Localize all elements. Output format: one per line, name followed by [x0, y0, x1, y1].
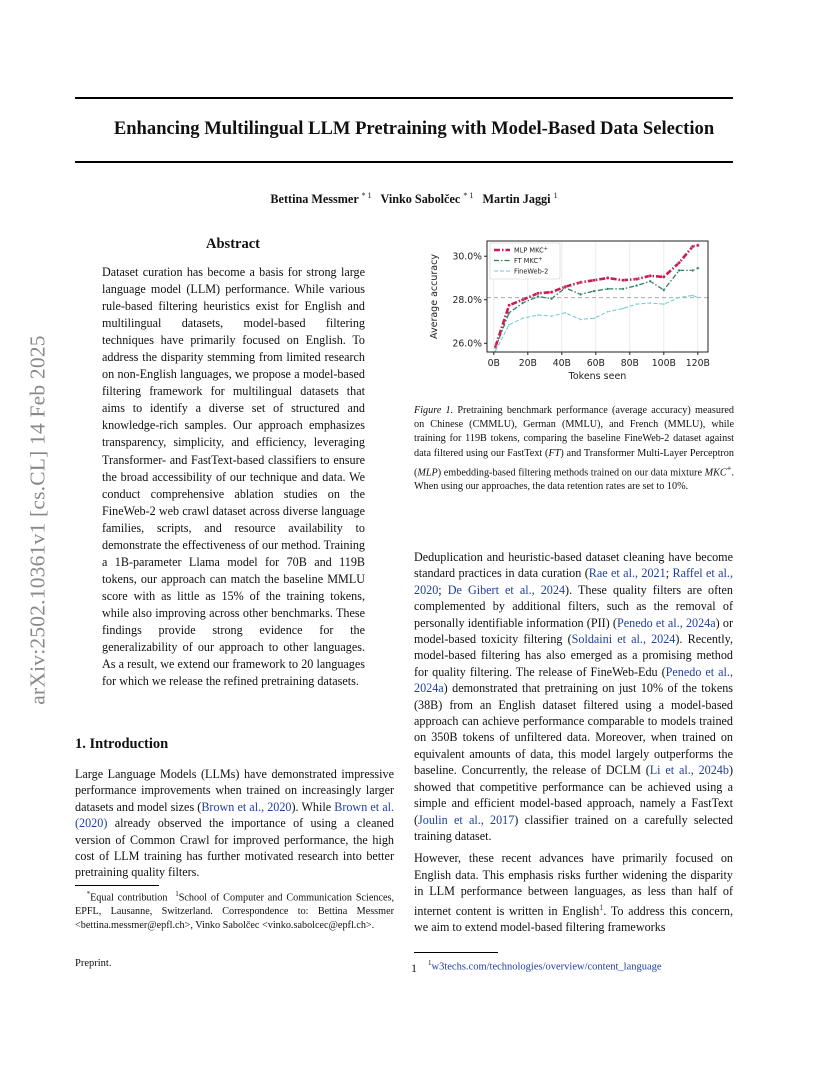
text-run: ) and Transformer Multi-Layer Perceptron ( — [414, 447, 734, 479]
y-axis-label: Average accuracy — [429, 254, 440, 339]
footnote-rule — [414, 952, 498, 953]
footnote-affiliations — [75, 888, 394, 932]
data-point — [607, 311, 609, 313]
text-run: . When using our approaches, the data retention rates are set to 10%. — [414, 467, 734, 493]
data-point — [593, 279, 596, 282]
data-point — [606, 288, 609, 291]
text-run: ; — [665, 566, 673, 581]
paper-title: Enhancing Multilingual LLM Pretraining with Model-Based Data Selection — [113, 118, 715, 139]
data-point — [691, 245, 694, 248]
data-point — [550, 297, 553, 300]
data-point — [508, 324, 510, 326]
data-point — [593, 317, 595, 319]
footnote-affiliation-text: School of Computer and Communication Sciences, EPFL, Lausanne, Switzerland. Correspondence to: Bettina Messmer <bettina.messmer@epfl.ch>, Vinko Sabolčec <vinko.sabolcec@epfl.ch>. — [75, 892, 395, 931]
data-point — [635, 277, 638, 280]
y-axis — [452, 252, 487, 350]
data-point — [551, 315, 553, 317]
legend-label: FT MKC+ — [514, 256, 543, 266]
title-rule-bottom — [75, 161, 733, 163]
citation-link[interactable]: Raffel et al., 2020 — [414, 566, 733, 597]
y-tick-label: 28.0% — [452, 295, 482, 307]
x-axis — [488, 352, 710, 369]
data-point — [663, 303, 665, 305]
text-run: FT — [548, 447, 561, 459]
x-tick-label: 120B — [685, 358, 710, 369]
citation-link[interactable]: Joulin et al., 2017 — [418, 812, 515, 827]
data-point — [564, 312, 566, 314]
text-run: ; — [438, 582, 448, 597]
data-point — [663, 289, 666, 292]
author-list — [60, 191, 768, 207]
footnote-reference[interactable]: 1 — [599, 902, 604, 912]
text-run: + — [726, 462, 732, 473]
citation-link[interactable]: Brown et al., 2020 — [201, 799, 292, 814]
figure-caption — [414, 404, 734, 495]
author-name: Martin Jaggi — [482, 192, 551, 207]
data-point — [622, 307, 624, 309]
data-point — [678, 269, 681, 272]
body-paragraph — [414, 850, 733, 935]
x-tick-label: 20B — [518, 358, 537, 369]
footnote-mark: 1 — [175, 890, 179, 898]
data-point — [697, 297, 699, 299]
data-point — [580, 318, 582, 320]
data-point — [696, 244, 699, 247]
author-marks: * 1 — [463, 191, 474, 200]
arxiv-stamp: arXiv:2502.10361v1 [cs.CL] 14 Feb 2025 — [25, 335, 50, 705]
y-tick-label: 30.0% — [452, 251, 482, 263]
citation-link[interactable]: Soldaini et al., 2024 — [571, 632, 676, 647]
text-run: Deduplication and heuristic-based dataset cleaning have become standard practices in data curation ( — [414, 550, 733, 581]
x-axis-label: Tokens seen — [568, 371, 627, 382]
data-point — [635, 284, 638, 287]
introduction-text — [75, 766, 394, 881]
footnote-mark: * — [86, 890, 91, 898]
data-point — [564, 285, 567, 288]
data-point — [593, 290, 596, 293]
citation-link[interactable]: Penedo et al., 2024a — [616, 615, 716, 630]
data-point — [622, 288, 625, 291]
data-point — [649, 274, 652, 277]
data-point — [678, 261, 681, 264]
footnote-equal-contribution: Equal contribution — [90, 892, 172, 904]
data-point — [606, 276, 609, 279]
text-run: Large Language Models (LLMs) have demonstrated impressive performance improvements when trained on increasingly larger datasets and model sizes ( — [75, 767, 394, 814]
data-point — [550, 291, 553, 294]
y-tick-label: 26.0% — [452, 338, 482, 350]
data-point — [536, 292, 539, 295]
citation-link[interactable]: De Gibert et al., 2024 — [447, 582, 566, 597]
intro-paragraph — [75, 766, 394, 881]
right-column-text — [414, 549, 733, 935]
text-run: However, these recent advances have primarily focused on English data. This emphasis risks further widening the disparity in LLM performance between languages, as less than half of internet content is written in English — [414, 851, 733, 918]
author-marks: 1 — [553, 191, 558, 200]
data-point — [691, 269, 694, 272]
page-number: 1 — [411, 961, 417, 975]
author-name: Vinko Sabolčec — [380, 192, 461, 207]
data-point — [697, 267, 700, 270]
citation-link[interactable]: Brown et al. (2020) — [75, 799, 395, 831]
title-rule-top — [75, 97, 733, 99]
data-point — [521, 302, 524, 305]
body-paragraph — [414, 549, 733, 844]
data-point — [522, 317, 524, 319]
author-marks: * 1 — [361, 191, 372, 200]
series-line — [496, 295, 698, 351]
x-tick-label: 80B — [620, 358, 639, 369]
section-heading-introduction: 1. Introduction — [75, 736, 169, 752]
data-point — [662, 275, 665, 278]
text-run: ). While — [291, 799, 335, 814]
abstract-heading: Abstract — [206, 236, 260, 252]
data-point — [649, 302, 651, 304]
legend-label: MLP MKC+ — [514, 246, 548, 255]
text-run: ) showed that competitive performance can be achieved using a simple and efficient model-based approach, namely a FastText ( — [414, 763, 733, 827]
series-fineweb-2 — [495, 294, 699, 352]
citation-link[interactable]: Rae et al., 2021 — [588, 566, 666, 581]
text-run: ) demonstrated that pretraining on just 10% of the tokens (38B) from an English dataset filtered using a model-based approach can achieve performance comparable to models trained on 350B tokens of unfiltered data. Moreover, when trained on equivalent amounts of data, this model largely outperforms the baseline. Concurrently, the release of DCLM ( — [414, 681, 733, 778]
text-run: ). These quality filters are often complemented by additional filters, such as the removal of personally identifiable information (PII) ( — [414, 582, 733, 630]
footnote-rule — [75, 885, 159, 886]
author-name: Bettina Messmer — [270, 192, 359, 207]
data-point — [494, 345, 497, 348]
text-run: MLP — [417, 467, 438, 479]
data-point — [649, 280, 652, 283]
data-point — [579, 293, 582, 296]
citation-link[interactable]: Li et al., 2024b — [649, 763, 729, 778]
footnote-link[interactable]: w3techs.com/technologies/overview/content_language — [431, 961, 662, 973]
caption-label: Figure 1. — [414, 405, 454, 416]
text-run: ) or model-based toxicity filtering ( — [414, 615, 733, 647]
text-run: ) embedding-based filtering methods trained on our data mixture — [437, 467, 705, 479]
x-tick-label: 60B — [586, 358, 605, 369]
data-point — [692, 294, 694, 296]
data-point — [579, 281, 582, 284]
citation-link[interactable]: Penedo et al., 2024a — [414, 664, 733, 696]
figure-1-chart — [420, 235, 720, 395]
data-point — [636, 303, 638, 305]
data-point — [621, 279, 624, 282]
legend-label: FineWeb-2 — [514, 267, 549, 276]
data-point — [521, 298, 524, 301]
data-point — [678, 297, 680, 299]
text-run: ) classifier trained on a carefully selected training dataset. — [414, 812, 733, 843]
chart-legend — [490, 243, 560, 279]
abstract-paragraph: Dataset curation has become a basis for strong large language model (LLM) performance. While various rule-based filtering heuristics exist for English and multilingual datasets, model-based filtering techniques have primarily focused on English. To address the disparity stemming from limited research on non-English languages, we propose a model-based filtering framework for multilingual datasets that aims to identify a diverse set of structured and knowledge-rich samples. Our approach emphasizes transparency, simplicity, and efficiency, leveraging Transformer- and FastText-based classifiers to ensure the broad accessibility of our technique and data. We conduct comprehensive ablation studies on the FineWeb-2 web crawl dataset across diverse language families, scripts, and resource availability to demonstrate the effectiveness of our method. Training a 1B-parameter Llama model for 70B and 119B tokens, our approach can match the baseline MMLU score with as little as 15% of the training tokens, while also improving across other benchmarks. These findings provide strong evidence for the generalizability of our approach to other languages. As a result, we extend our framework to 20 languages for which we release the refined pretraining datasets. — [102, 265, 365, 689]
x-tick-label: 0B — [487, 358, 500, 369]
x-tick-label: 100B — [651, 358, 676, 369]
text-run: . To address this concern, we aim to extend model-based filtering frameworks — [414, 903, 733, 934]
footnote-mark: 1 — [428, 959, 432, 967]
text-run: ). Recently, model-based filtering has also emerged as a promising method for quality filtering. The release of FineWeb-Edu ( — [414, 632, 733, 679]
text-run: Pretraining benchmark performance (average accuracy) measured on Chinese (CMMLU), German (MMLU), and French (MMLU), while training for 119B tokens, comparing the baseline FineWeb-2 dataset against data filtered using our FastText ( — [414, 405, 734, 459]
data-point — [508, 304, 511, 307]
abstract-text — [102, 264, 365, 690]
data-point — [537, 295, 540, 298]
x-tick-label: 40B — [552, 358, 571, 369]
text-run: already observed the importance of using a cleaned version of Common Crawl for improved performance, the high cost of LLM training has further motivated research into better pretraining quality filters. — [75, 816, 394, 880]
data-point — [537, 314, 539, 316]
text-run: MKC — [704, 467, 727, 479]
preprint-label: Preprint. — [75, 958, 112, 969]
